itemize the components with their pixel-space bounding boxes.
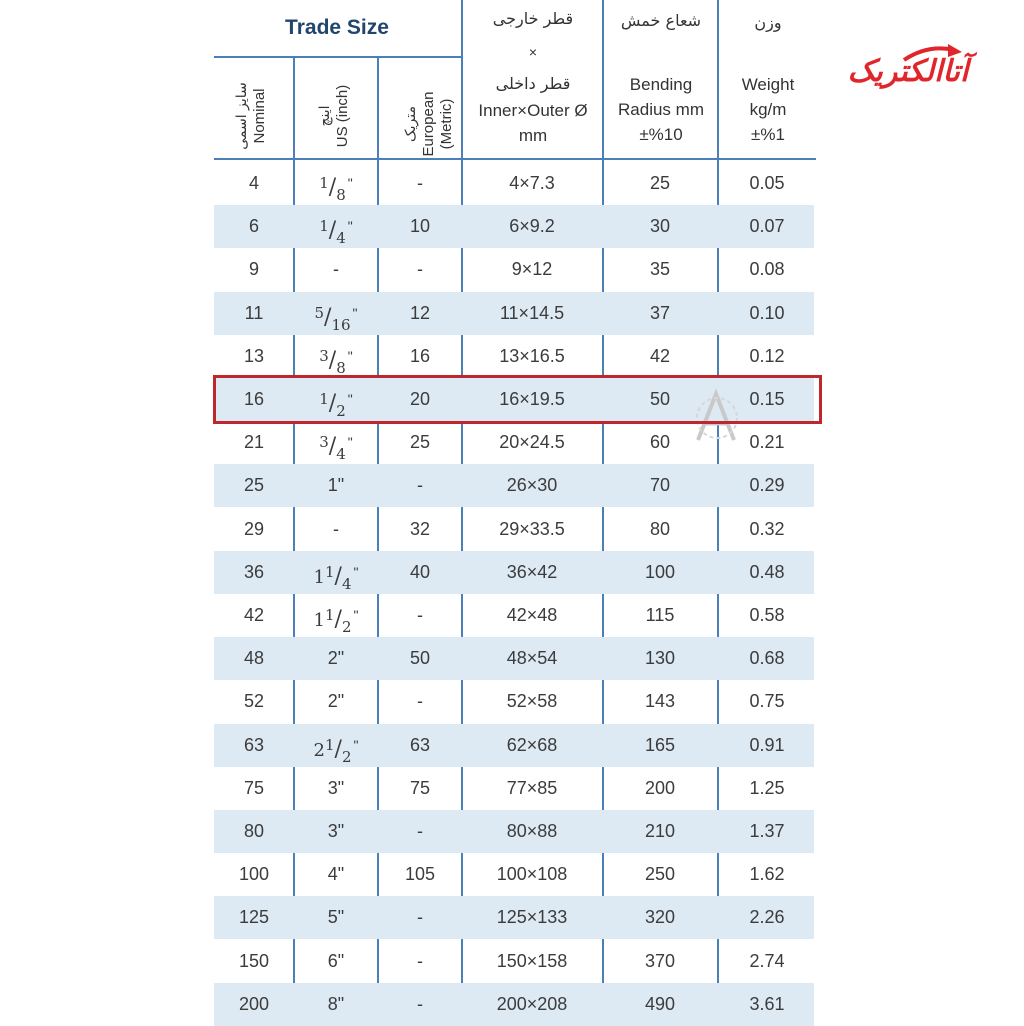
bending-header-en2: Radius mm: [618, 100, 704, 119]
cell-diam: 11×14.5: [499, 302, 565, 323]
cell-bend: 37: [649, 302, 671, 323]
header-rule-bottom: [214, 158, 816, 160]
table-row: [214, 464, 814, 507]
cell-weight: 0.08: [749, 259, 785, 280]
cell-weight: 1.25: [749, 777, 785, 798]
cell-diam: 42×48: [506, 605, 558, 625]
cell-diam: 16×19.5: [499, 389, 565, 409]
cell-bend: 70: [649, 475, 671, 496]
table-row: [214, 680, 814, 723]
cell-diam: 9×12: [511, 259, 553, 280]
cell-diam: 100×108: [496, 864, 568, 885]
cell-nominal: 48: [243, 648, 265, 669]
cell-weight: 1.37: [749, 821, 785, 841]
inch-fraction: $^3/_4^"$: [319, 433, 353, 464]
cell-weight: 0.15: [749, 389, 785, 409]
table-row: [214, 810, 814, 853]
cell-diam: 125×133: [496, 907, 568, 928]
cell-us: [294, 551, 378, 594]
cell-eu: -: [417, 259, 423, 280]
cell-nominal: 13: [243, 345, 265, 366]
cell-bend: 100: [644, 561, 676, 582]
cell-nominal: 6: [248, 216, 259, 237]
cell-bend: 490: [644, 993, 676, 1014]
cell-us: 8": [327, 993, 345, 1014]
cell-us: [294, 421, 378, 464]
cell-weight: 0.10: [749, 302, 785, 323]
cell-diam: 52×58: [506, 691, 558, 712]
weight-header-en3: ±%1: [751, 125, 785, 144]
table-row: [214, 508, 814, 551]
cell-eu: 63: [409, 734, 431, 755]
bending-header: [604, 6, 718, 147]
cell-bend: 42: [649, 345, 671, 366]
table-row: [214, 983, 814, 1026]
header-rule-top: [214, 56, 462, 58]
table-row: [214, 292, 814, 335]
cell-eu: 25: [409, 432, 431, 453]
cell-us: 1": [327, 475, 345, 496]
cell-diam: 77×85: [506, 777, 558, 798]
cell-diam: 150×158: [496, 950, 568, 971]
cell-weight: 0.12: [749, 345, 785, 366]
cell-bend: 200: [644, 777, 676, 798]
cell-eu: 105: [404, 864, 436, 885]
cell-weight: 0.75: [749, 691, 785, 712]
cell-bend: 130: [644, 648, 676, 669]
weight-header: [720, 6, 816, 147]
cell-eu: 50: [409, 648, 431, 669]
cell-eu: -: [417, 907, 423, 928]
cell-nominal: 36: [243, 561, 265, 582]
cell-eu: 32: [409, 518, 431, 539]
cell-us: [294, 335, 378, 378]
cell-bend: 50: [649, 389, 671, 409]
cell-bend: 320: [644, 907, 676, 928]
table-row: [214, 335, 814, 378]
cell-weight: 0.29: [749, 475, 785, 496]
cell-nominal: 125: [238, 907, 270, 928]
nominal-header-fa: سایز اسمی: [234, 82, 250, 150]
cell-weight: 0.48: [749, 561, 785, 582]
cell-bend: 30: [649, 216, 671, 237]
header-divider: [293, 57, 295, 159]
logo-text: آتاالکتریک: [847, 54, 969, 89]
diameter-header-fa1: قطر خارجی: [492, 9, 574, 28]
cell-bend: 210: [644, 821, 676, 841]
cell-nominal: 11: [244, 302, 264, 323]
cell-us: [294, 292, 378, 335]
cell-us: 3": [327, 821, 345, 841]
diameter-header-en: Inner×Outer Ø: [478, 101, 588, 120]
cell-us: -: [333, 259, 339, 280]
cell-diam: 200×208: [496, 993, 568, 1014]
cell-us: 3": [327, 777, 345, 798]
cell-bend: 80: [649, 518, 671, 539]
bending-header-fa: شعاع خمش: [620, 11, 702, 30]
brand-logo: [838, 40, 984, 102]
eu-header-en: European: [420, 91, 437, 157]
cell-bend: 25: [649, 173, 671, 193]
cell-nominal: 150: [238, 950, 270, 971]
cell-diam: 62×68: [506, 734, 558, 755]
cell-nominal: 75: [243, 777, 265, 798]
cell-nominal: 80: [243, 821, 265, 841]
table-row: [214, 205, 814, 248]
cell-weight: 0.07: [749, 216, 785, 237]
cell-us: 6": [327, 950, 345, 971]
cell-nominal: 42: [243, 605, 265, 625]
cell-eu: 75: [409, 777, 431, 798]
cell-diam: 80×88: [506, 821, 558, 841]
cell-eu: -: [417, 993, 423, 1014]
diameter-header-x: ×: [528, 44, 538, 60]
inch-fraction: $1^1/_2^"$: [313, 606, 359, 636]
nominal-header-en: Nominal: [251, 88, 268, 144]
cell-us: -: [333, 518, 339, 539]
cell-weight: 2.26: [749, 907, 785, 928]
bending-header-en3: ±%10: [639, 125, 683, 144]
cell-bend: 35: [649, 259, 671, 280]
cell-eu: 40: [409, 561, 431, 582]
cell-weight: 0.58: [749, 605, 785, 625]
cell-weight: 2.74: [749, 950, 785, 971]
cell-nominal: 25: [243, 475, 265, 496]
cell-nominal: 100: [238, 864, 270, 885]
cell-eu: 20: [409, 389, 431, 409]
table-row: [214, 637, 814, 680]
cell-nominal: 9: [248, 259, 259, 280]
trade-size-heading: Trade Size: [285, 16, 389, 39]
cell-nominal: 63: [243, 734, 265, 755]
cell-weight: 0.91: [749, 734, 785, 755]
cell-weight: 0.32: [749, 518, 785, 539]
cell-eu: 12: [409, 302, 431, 323]
table-row: [214, 767, 814, 810]
cell-bend: 370: [644, 950, 676, 971]
highlighted-row-frame: [213, 375, 822, 424]
weight-header-en1: Weight: [741, 75, 795, 94]
cell-eu: -: [417, 173, 423, 193]
cell-diam: 29×33.5: [499, 518, 565, 539]
cell-eu: -: [417, 691, 423, 712]
cell-weight: 3.61: [749, 993, 785, 1014]
table-row: [214, 248, 814, 291]
cell-eu: 16: [409, 345, 431, 366]
us-header-en: US (inch): [334, 84, 351, 148]
cell-diam: 4×7.3: [509, 173, 555, 193]
cell-diam: 13×16.5: [499, 345, 565, 366]
inch-fraction: $^3/_8^"$: [319, 346, 353, 377]
cell-eu: -: [417, 605, 423, 625]
inch-fraction: $2^1/_2^"$: [313, 735, 359, 766]
header-divider: [377, 57, 379, 159]
cell-weight: 1.62: [749, 864, 785, 885]
inch-fraction: $1^1/_4^"$: [313, 562, 359, 593]
cell-weight: 0.05: [749, 173, 785, 193]
eu-header-en2: (Metric): [438, 98, 455, 150]
cell-nominal: 16: [243, 389, 265, 409]
cell-bend: 143: [644, 691, 676, 712]
cell-bend: 115: [645, 605, 675, 625]
cell-diam: 36×42: [506, 561, 558, 582]
table-row: [214, 551, 814, 594]
table-row: [214, 853, 814, 896]
cell-diam: 20×24.5: [499, 432, 565, 453]
cell-us: [294, 162, 378, 205]
cell-eu: -: [417, 821, 423, 841]
table-row: [214, 940, 814, 983]
diameter-header: [462, 4, 604, 148]
cell-diam: 26×30: [506, 475, 558, 496]
cell-us: 4": [327, 864, 345, 885]
inch-fraction: $^5/_{16}^"$: [314, 303, 358, 334]
cell-nominal: 4: [248, 173, 259, 193]
cell-us: [294, 594, 378, 637]
cell-eu: -: [417, 950, 423, 971]
cell-nominal: 200: [238, 993, 270, 1014]
cell-us: 2": [327, 648, 345, 669]
cell-bend: 250: [644, 864, 676, 885]
cell-diam: 48×54: [506, 648, 558, 669]
cell-weight: 0.21: [749, 432, 785, 453]
cell-bend: 165: [644, 734, 676, 755]
cell-nominal: 52: [243, 691, 265, 712]
bending-header-en1: Bending: [629, 75, 693, 94]
inch-fraction: $^1/_2^"$: [319, 390, 353, 420]
weight-header-fa: وزن: [754, 13, 782, 32]
inch-fraction: $^1/_4^"$: [319, 217, 353, 248]
cell-us: 5": [327, 907, 345, 928]
cell-diam: 6×9.2: [509, 216, 555, 237]
cell-us: 2": [327, 691, 345, 712]
cell-bend: 60: [649, 432, 671, 453]
table-row: [214, 896, 814, 939]
diameter-header-fa2: قطر داخلی: [495, 74, 571, 93]
cell-us: [294, 724, 378, 767]
table-row: [214, 724, 814, 767]
diameter-header-unit: mm: [518, 126, 548, 145]
inch-fraction: $^1/_8^"$: [319, 174, 353, 204]
us-header-fa: اینچ: [317, 105, 333, 127]
table-row: [214, 594, 814, 637]
cell-weight: 0.68: [749, 648, 785, 669]
cell-eu: -: [417, 475, 423, 496]
cell-us: [294, 205, 378, 248]
table-row: [214, 162, 814, 205]
cell-nominal: 29: [243, 518, 265, 539]
cell-eu: 10: [409, 216, 431, 237]
cell-nominal: 21: [243, 432, 265, 453]
weight-header-en2: kg/m: [749, 100, 787, 119]
eu-header-fa: متریک: [403, 106, 419, 142]
